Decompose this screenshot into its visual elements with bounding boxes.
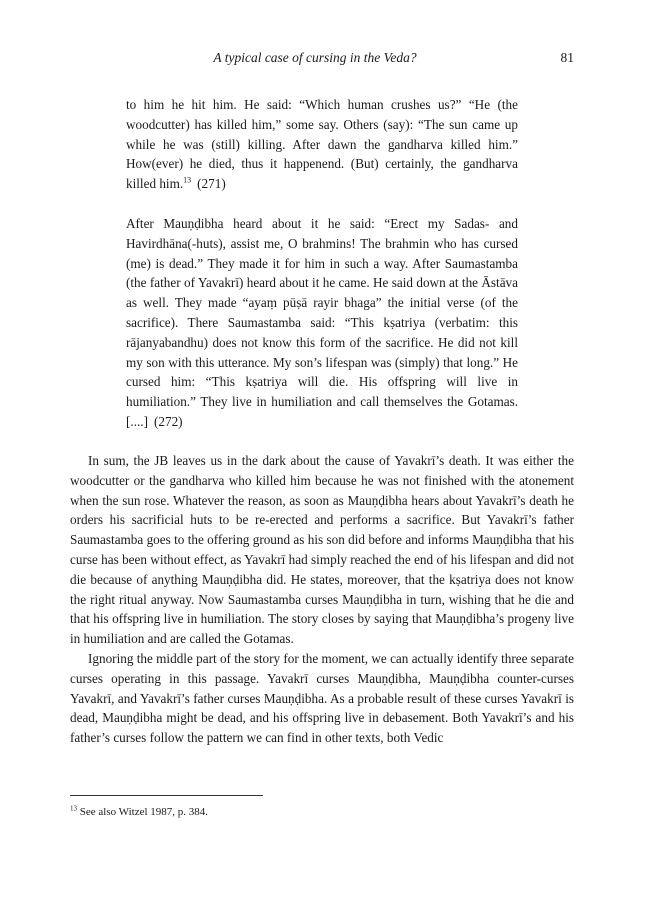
- quote-text: After Mauṇḍibha heard about it he said: “Erect my Sadas- and Havirdhāna(-huts), assist me, O brahmins! The brahmin who has cursed (me) is dead.” They made it for him in such a way. After Saumastamba (the father of Yavakrī) heard about it he came. He said down at the Āstāva as well. They made “ayaṃ pūṣā rayir bhaga” the initial verse (of the sacrifice). There Saumastamba said: “This kṣatriya (verbatim: this rājanyabandhu) does not know this form of the sacrifice. He did not kill my son with this utterance. My son’s lifespan was (simply) that long.” He cursed him: “This kṣatriya will die. His offspring will live in humiliation.” They live in humiliation and call themselves the Gotamas. [....]: [126, 216, 518, 429]
- quote-text: to him he hit him. He said: “Which human crushes us?” “He (the woodcutter) has killed him,” some say. Others (say): “The sun came up while he was (still) killing. After dawn the gandharva killed him.” How(ever) he died, thus it happenend. (But) certainly, the gandharva killed him.: [126, 97, 518, 192]
- paragraph: Ignoring the middle part of the story for the moment, we can actually identify three separate curses operating in this passage. Yavakrī curses Mauṇḍibha, Mauṇḍibha counter-curses Yavakrī, and Yavakrī’s father curses Mauṇḍibha. As a probable result of these curses Yavakrī is dead, Mauṇḍibha might be dead, and his offspring live in debasement. Both Yavakrī’s and his father’s curses follow the pattern we can find in other texts, both Vedic: [70, 650, 574, 746]
- block-quote-271: [126, 95, 518, 194]
- page-number: 81: [560, 50, 574, 65]
- passage-reference: (271): [197, 176, 226, 192]
- footnote-divider: [70, 795, 263, 796]
- passage-reference: (272): [153, 413, 183, 429]
- paragraph: In sum, the JB leaves us in the dark about the cause of Yavakrī’s death. It was either the woodcutter or the gandharva who killed him because he was not finished with the atonement when the sun rose. Whatever the reason, as soon as Mauṇḍibha hears about Yavakrī’s death he orders his sacrificial huts to be re-erected and performs a sacrifice. But Yavakrī’s father Saumastamba goes to the offering ground as his son did before and informs Mauṇḍibha that his curse has been without effect, as Yavakrī had simply reached the end of his lifespan and did not die because of anything Mauṇḍibha did. He states, moreover, that the kṣatriya does not know the right ritual anyway. Now Saumastamba curses Mauṇḍibha in turn, wishing that he die and that his offspring live in humiliation. The story closes by saying that Mauṇḍibha’s progeny live in humiliation and are called the Gotamas.: [70, 453, 574, 647]
- footnote-13: [70, 805, 574, 820]
- footnote-number: 13: [70, 804, 77, 813]
- footnote-marker[interactable]: 13: [183, 175, 192, 185]
- footnote-text: See also Witzel 1987, p. 384.: [79, 806, 209, 818]
- block-quote-272: [126, 214, 518, 432]
- running-header: [0, 50, 650, 70]
- body-text: [70, 451, 574, 748]
- running-title: A typical case of cursing in the Veda?: [213, 50, 417, 65]
